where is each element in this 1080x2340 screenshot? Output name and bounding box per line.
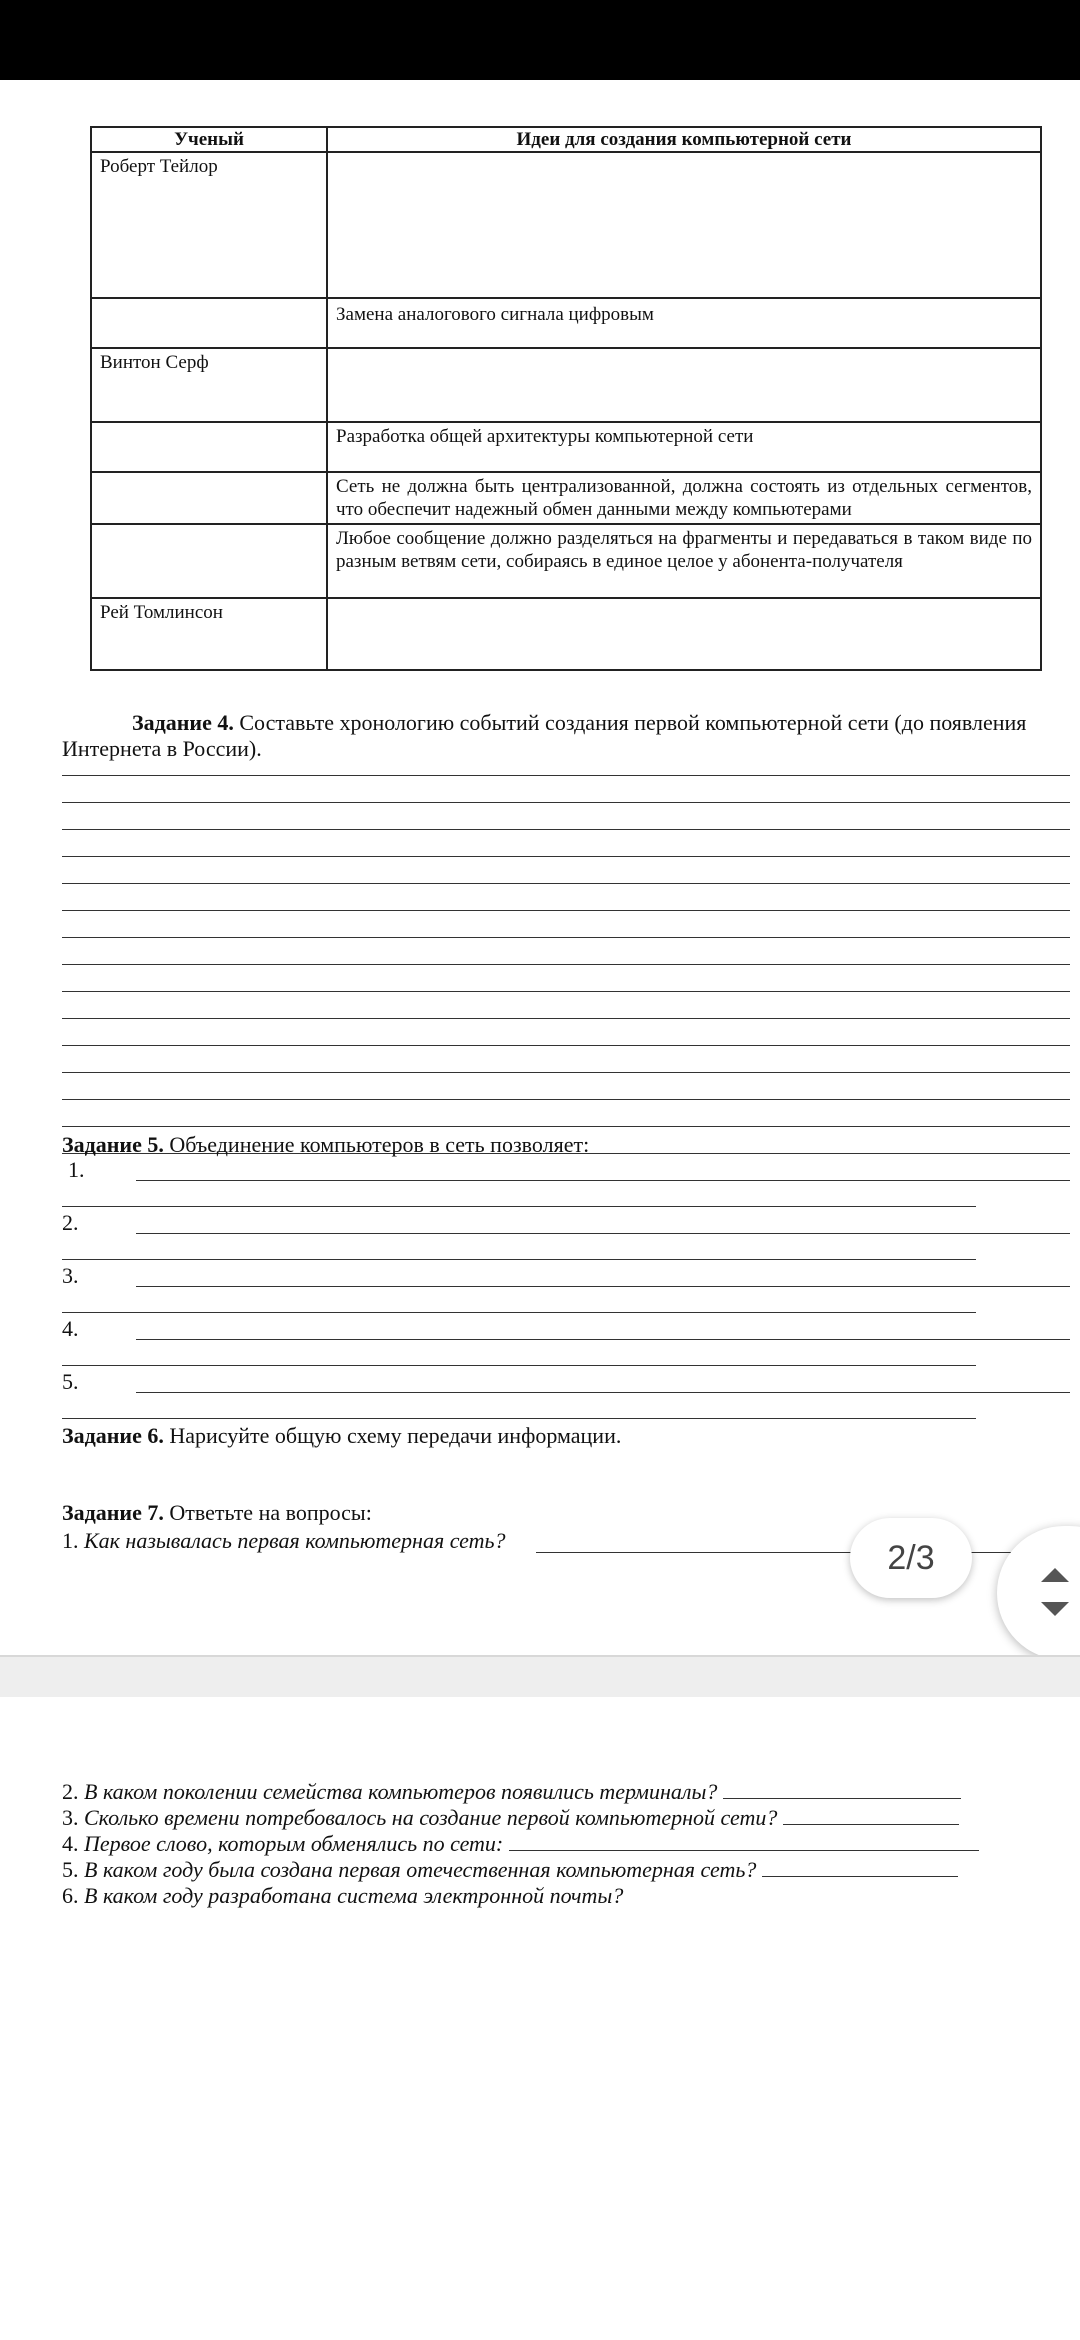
answer-line	[136, 1180, 1070, 1181]
answer-line	[136, 1392, 1070, 1393]
table-row	[91, 152, 1041, 298]
chevron-down-icon[interactable]	[1041, 1602, 1069, 1616]
answer-line	[62, 856, 1070, 857]
scientists-table	[90, 126, 1042, 671]
task-7-question-1	[62, 1528, 506, 1554]
answer-line	[509, 1832, 979, 1851]
page-indicator-label: 2/3	[887, 1538, 935, 1577]
task-7-question	[62, 1779, 961, 1805]
task-6-label: Задание 6.	[62, 1423, 164, 1448]
answer-line	[62, 964, 1070, 965]
answer-line	[723, 1780, 961, 1799]
page-indicator	[850, 1518, 972, 1598]
task-5-label: Задание 5.	[62, 1132, 164, 1157]
answer-line	[62, 1072, 1070, 1073]
task-7-question	[62, 1857, 958, 1883]
question-text: Как называлась первая компьютерная сеть?	[84, 1528, 506, 1553]
answer-line	[62, 1018, 1070, 1019]
answer-line	[762, 1858, 958, 1877]
task-4-label: Задание 4.	[132, 710, 234, 735]
table-header-idea: Идеи для создания компьютерной сети	[327, 127, 1041, 152]
task-7-question	[62, 1831, 979, 1857]
table-header-scientist: Ученый	[91, 127, 327, 152]
answer-line	[62, 802, 1070, 803]
answer-line	[783, 1806, 959, 1825]
task-5-text	[62, 1132, 589, 1158]
task-4-body: Составьте хронологию событий создания первой компьютерной сети (до появления Интернета в России).	[62, 710, 1027, 761]
page-separator	[0, 1655, 1080, 1699]
question-text: Первое слово, которым обменялись по сети:	[84, 1831, 504, 1856]
answer-line	[62, 1206, 976, 1207]
task-7-text	[62, 1500, 372, 1526]
table-row	[91, 422, 1041, 472]
chevron-up-icon[interactable]	[1041, 1568, 1069, 1582]
table-row	[91, 298, 1041, 348]
table-cell-scientist	[91, 298, 327, 348]
table-cell-idea	[327, 598, 1041, 670]
answer-line	[62, 1312, 976, 1313]
task-7-body: Ответьте на вопросы:	[163, 1500, 372, 1525]
table-row	[91, 598, 1041, 670]
answer-line	[136, 1286, 1070, 1287]
question-number: 3.	[62, 1805, 79, 1830]
table-cell-idea: Замена аналогового сигнала цифровым	[327, 298, 1041, 348]
table-cell-scientist: Роберт Тейлор	[91, 152, 327, 298]
task-5-item-number: 1.	[68, 1157, 85, 1182]
answer-line	[62, 829, 1070, 830]
question-number: 4.	[62, 1831, 79, 1856]
table-row	[91, 472, 1041, 524]
task-5-body: Объединение компьютеров в сеть позволяет:	[163, 1132, 590, 1157]
task-7-label: Задание 7.	[62, 1500, 164, 1525]
answer-line	[62, 1418, 976, 1419]
task-6-body: Нарисуйте общую схему передачи информации.	[163, 1423, 622, 1448]
question-number: 6.	[62, 1883, 79, 1908]
answer-line	[62, 1365, 976, 1366]
task-5-item-number: 5.	[62, 1369, 79, 1394]
table-cell-scientist: Винтон Серф	[91, 348, 327, 422]
table-cell-idea: Разработка общей архитектуры компьютерной сети	[327, 422, 1041, 472]
task-7-question	[62, 1805, 959, 1831]
question-text: В каком году была создана первая отечественная компьютерная сеть?	[84, 1857, 757, 1882]
question-number: 1.	[62, 1528, 79, 1553]
answer-line	[62, 1045, 1070, 1046]
question-text: Сколько времени потребовалось на создание первой компьютерной сети?	[84, 1805, 778, 1830]
document-page-2	[0, 1697, 1080, 2340]
document-page-1	[0, 80, 1080, 1655]
question-text: В каком году разработана система электронной почты?	[84, 1883, 624, 1908]
answer-line	[62, 910, 1070, 911]
table-cell-idea: Любое сообщение должно разделяться на фрагменты и передаваться в таком виде по разным ветвям сети, собираясь в единое целое у абонента-получателя	[327, 524, 1041, 598]
table-cell-idea	[327, 348, 1041, 422]
table-cell-idea: Сеть не должна быть централизованной, должна состоять из отдельных сегментов, что обеспечит надежный обмен данными между компьютерами	[327, 472, 1041, 524]
task-7-question	[62, 1883, 623, 1909]
answer-line	[62, 991, 1070, 992]
answer-line	[62, 1259, 976, 1260]
question-text: В каком поколении семейства компьютеров появились терминалы?	[84, 1779, 718, 1804]
table-cell-scientist	[91, 422, 327, 472]
table-header-row	[91, 127, 1041, 152]
answer-line	[62, 1126, 1070, 1127]
question-number: 5.	[62, 1857, 79, 1882]
table-cell-idea	[327, 152, 1041, 298]
table-cell-scientist	[91, 472, 327, 524]
task-5-item-number: 4.	[62, 1316, 79, 1341]
task-6-text	[62, 1423, 621, 1449]
table-row	[91, 348, 1041, 422]
table-row	[91, 524, 1041, 598]
table-cell-scientist: Рей Томлинсон	[91, 598, 327, 670]
answer-line	[136, 1339, 1070, 1340]
answer-line	[62, 937, 1070, 938]
task-5-item-number: 2.	[62, 1210, 79, 1235]
answer-line	[62, 883, 1070, 884]
viewer-top-bar	[0, 0, 1080, 80]
answer-line	[136, 1233, 1070, 1234]
question-number: 2.	[62, 1779, 79, 1804]
task-5-item-number: 3.	[62, 1263, 79, 1288]
answer-line	[62, 1099, 1070, 1100]
task-4-text	[62, 710, 1070, 762]
table-cell-scientist	[91, 524, 327, 598]
answer-line	[62, 775, 1070, 776]
